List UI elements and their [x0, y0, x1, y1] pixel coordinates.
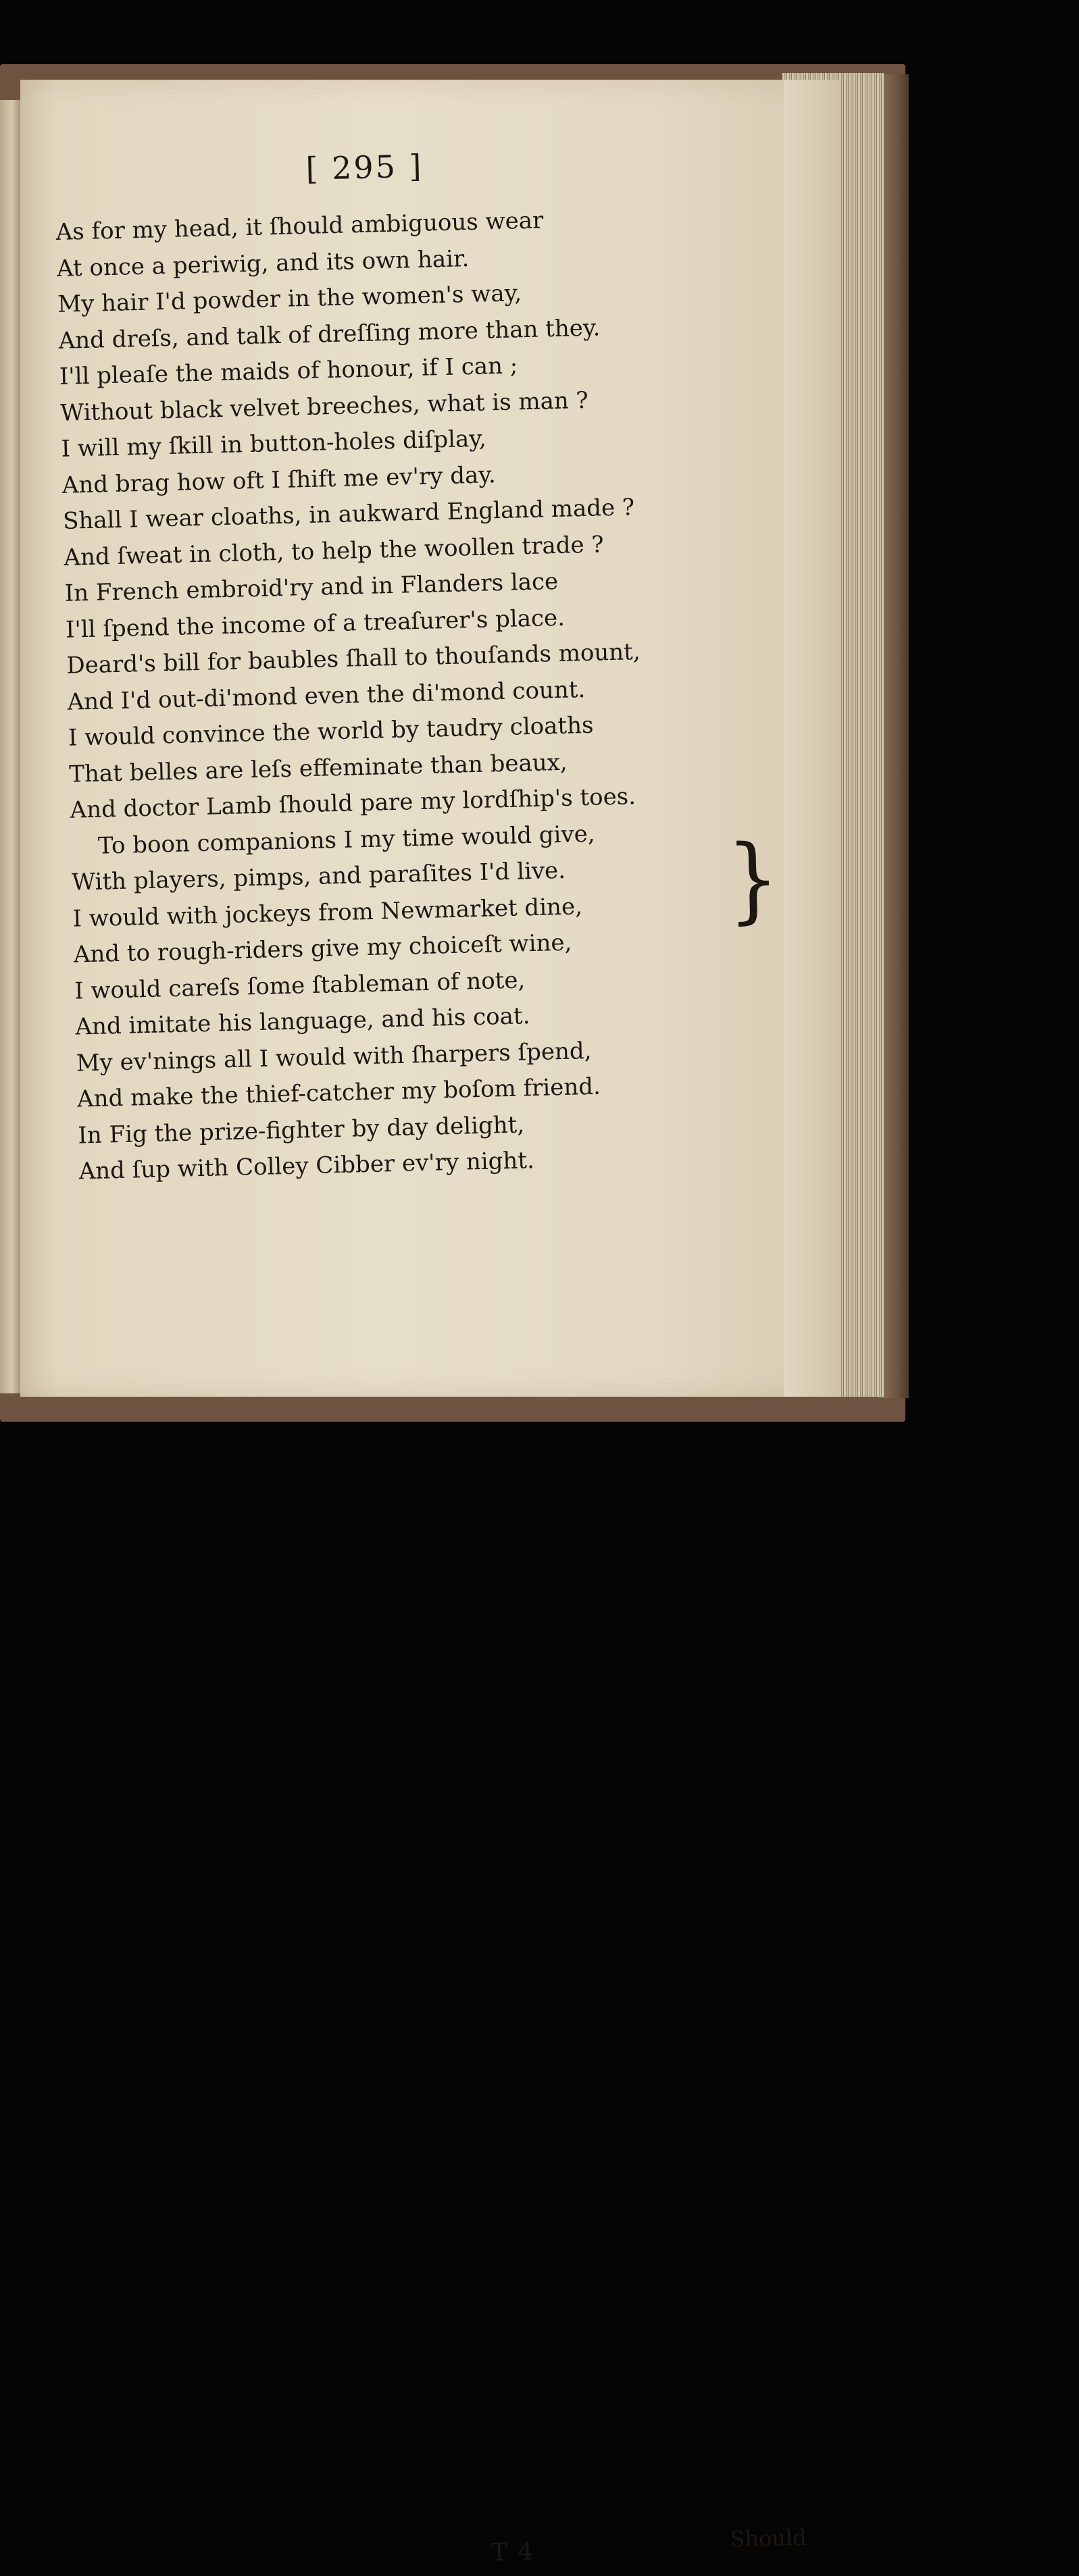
verse-line: And I'd out-di'mond even the di'mond count. [67, 675, 586, 716]
verse-line: I'll pleaſe the maids of honour, if I can ; [59, 352, 518, 390]
verse-line: My hair I'd powder in the women's way, [57, 280, 522, 318]
verse-line: And ſweat in cloth, to help the woollen trade ? [64, 530, 605, 571]
verse-line: At once a periwig, and its own hair. [56, 244, 470, 282]
verse-line: In Fig the prize-fighter by day delight, [77, 1110, 525, 1150]
verse-line: Without black velvet breeches, what is man ? [59, 386, 589, 427]
verse-line: In French embroid'ry and in Flanders lace [64, 567, 559, 607]
verse-line: With players, pimps, and paraſites I'd live. [71, 856, 566, 896]
page-gutter [784, 80, 841, 1397]
verse-line: As for my head, it ſhould ambiguous wear [55, 207, 544, 246]
verse-line: My ev'nings all I would with ſharpers ſpend, [76, 1037, 592, 1077]
triplet-brace: } [726, 825, 780, 935]
catchword: Should [730, 2524, 807, 2552]
verse-line: And ſup with Colley Cibber ev'ry night. [78, 1147, 535, 1185]
verse-line: And make the thief-catcher my boſom friend. [76, 1073, 601, 1113]
verse-lines [55, 201, 653, 1190]
verse-line: And dreſs, and talk of dreſſing more than they. [58, 313, 601, 355]
verse-line: Deard's bill for baubles ſhall to thouſands mount, [66, 638, 641, 679]
signature-mark: T 4 [491, 2538, 535, 2567]
verse-line: I would convince the world by taudry cloaths [68, 711, 594, 752]
verse-line: And doctor Lamb ſhould pare my lordſhip's toes. [70, 783, 636, 824]
verse-line: Shall I wear cloaths, in aukward England made ? [62, 494, 635, 535]
page-number-header: [ 295 ] [305, 147, 424, 187]
left-page-edge [0, 100, 22, 1393]
verse-line: I'll ſpend the income of a treaſurer's place. [65, 604, 566, 644]
verse-line: That belles are leſs effeminate than beaux, [68, 748, 568, 788]
verse-line: And to rough-riders give my choiceſt wine, [73, 929, 572, 969]
verse-line: And imitate his language, and his coat. [75, 1002, 530, 1041]
verse-line: To boon companions I my time would give, [97, 820, 596, 860]
verse-line: I would careſs ſome ſtableman of note, [74, 966, 526, 1005]
verse-line: I will my ſkill in button-holes diſplay, [61, 425, 487, 463]
verse-line: I would with jockeys from Newmarket dine, [72, 892, 583, 933]
verse-line: And brag how oft I ſhift me ev'ry day. [61, 461, 497, 499]
